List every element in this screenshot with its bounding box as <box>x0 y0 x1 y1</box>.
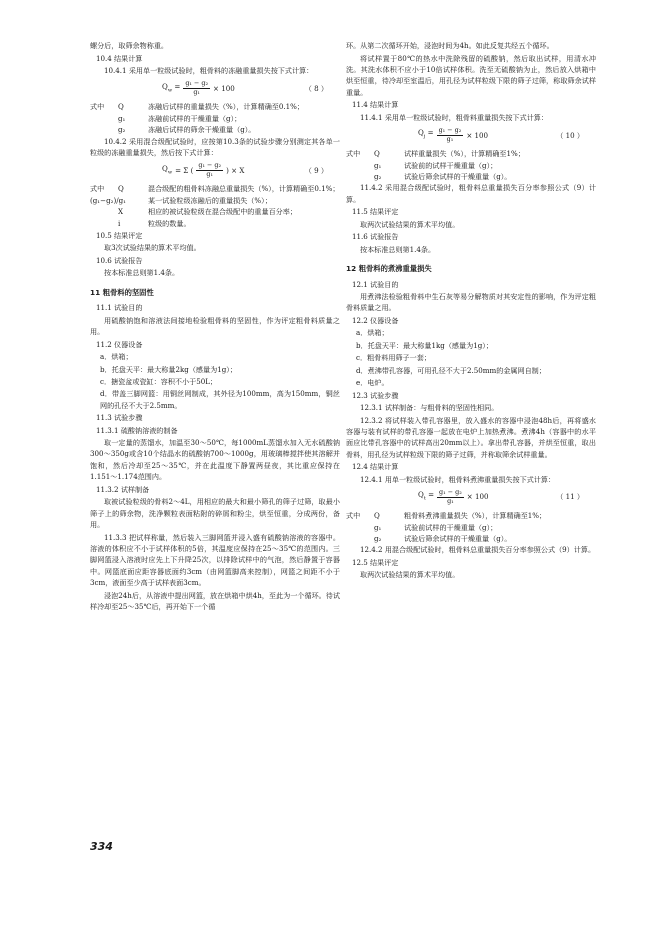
paragraph: 取两次试验结果的算术平均值。 <box>360 570 460 580</box>
right-column <box>346 40 596 582</box>
definition-row: g₂ 试验后筛余试样的干燥重量（g）。 <box>374 172 512 182</box>
list-item: a．烘箱； <box>356 328 389 338</box>
formula-fraction: $\frac{\text{g₁ − g₂}}{\text{g₁}}$ <box>439 488 462 505</box>
paragraph: 10.4.2 采用混合级配试验时，应按第10.3条的试验步骤分别测定其各单一粒级的冻融重量损失，然后按下式计算： <box>90 136 340 158</box>
section-heading: 11.1 试验目的 <box>96 303 143 313</box>
paragraph: 取两次试验结果的算术平均值。 <box>360 219 460 229</box>
formula-number: （ 8 ） <box>304 83 328 93</box>
paragraph: 将试样置于80℃的热水中洗除残留的硫酸钠，然后取出试样，用清水冲洗。其洗水体积不应小于10倍试样体积。洗至无硫酸钠为止，然后放入烘箱中烘至恒重，待冷却至室温后，用孔径为试样粒级下限的筛子过筛，称取筛余试样重量。 <box>346 53 596 97</box>
paragraph: 10.4.1 采用单一粒级试验时，粗骨料的冻融重量损失按下式计算： <box>104 66 314 75</box>
formula-tail: × 100 <box>213 83 235 93</box>
paragraph: 12.4.2 用混合级配试验时，粗骨料总重量损失百分率参照公式（9）计算。 <box>360 545 596 555</box>
paragraph: 12.3.2 将试样装入带孔容器里，放入盛水的容器中浸泡48h后，再将盛水容器与装有试样的带孔容器一起放在电炉上加热煮沸。煮沸4h（容器中的水平面应比带孔容器中的试样高出20mm以上）。拿出带孔容器，并烘至恒重，取出骨料，用孔径为试样粒级下限的筛子过筛，并称取筛余试样重量。 <box>346 415 596 459</box>
definition-row: i 粒级的数量。 <box>118 218 191 228</box>
paragraph: 环。从第二次循环开始，浸泡时间为4h。如此反复共经五个循环。 <box>346 41 554 50</box>
formula-10 <box>346 127 596 143</box>
paragraph: 按本标准总则第1.4条。 <box>360 244 436 254</box>
subsection-heading: 11.3.2 试样制备 <box>96 484 150 494</box>
list-item: c．搪瓷盆或瓷缸：容积不小于50L； <box>100 376 218 386</box>
formula-tail: × 100 <box>466 130 489 140</box>
list-item: a．烘箱； <box>100 352 133 362</box>
paragraph: 用硫酸钠饱和溶液法间接地检验粗骨料的坚固性，作为评定粗骨料质量之用。 <box>90 315 340 337</box>
definition-row: g₁ 试验前的试样干燥重量（g）； <box>374 160 498 170</box>
section-heading: 11.6 试验报告 <box>352 232 399 242</box>
formula-tail: ) × X <box>226 165 245 175</box>
section-heading: 11.2 仪器设备 <box>96 339 143 349</box>
list-item: b．托盘天平：最大称量2kg（感量为1g）； <box>100 364 237 374</box>
list-item: d．煮沸带孔容器，可用孔径不大于2.50mm的金属网自制； <box>356 365 546 375</box>
section-heading: 11.5 结果评定 <box>352 207 399 217</box>
definition-row: 式中 Q 粗骨料煮沸重量损失（%），计算精确至1%； <box>346 511 547 521</box>
list-item: b．托盘天平：最大称量1kg（感量为1g）； <box>356 340 493 350</box>
section-heading: 10.5 结果评定 <box>96 231 143 241</box>
formula-fraction: $\frac{\text{g₁ − g₂}}{\text{g₁}}$ <box>198 161 222 178</box>
list-item: e．电炉。 <box>356 378 389 388</box>
list-item: c．粗骨料用筛子一套； <box>356 353 431 363</box>
section-heading: 11.3 试验步骤 <box>96 413 143 423</box>
left-column <box>90 40 340 614</box>
paragraph: 螺分后，取筛余物称重。 <box>90 41 169 50</box>
paragraph: 取3次试验结果的算术平均值。 <box>104 243 201 253</box>
section-heading: 12.3 试验步骤 <box>352 390 399 400</box>
formula-fraction: $\frac{\text{g₁ − g₂}}{\text{g₁}}$ <box>438 126 462 143</box>
chapter-heading: 12 粗骨料的煮沸重量损失 <box>346 264 432 274</box>
formula-lhs: $Q_t$ = <box>418 490 435 502</box>
section-heading: 11.4 结果计算 <box>352 100 399 110</box>
formula-fraction: $\frac{\text{g₁ − g₂}}{\text{g₁}}$ <box>185 79 209 96</box>
formula-number: （ 10 ） <box>556 130 584 140</box>
section-heading: 12.5 结果评定 <box>352 557 399 567</box>
formula-9 <box>90 162 340 178</box>
formula-8 <box>90 80 340 96</box>
paragraph: 取一定量的蒸馏水，加温至30～50℃，每1000mL蒸馏水加入无水硫酸钠300～350g或含10个结晶水的硫酸钠700～1000g，用玻璃棒搅拌使其溶解并饱和，然后冷却至25～35℃，并在此温度下静置两昼夜，其比重应保持在1.151～1.174范围内。 <box>90 437 340 482</box>
formula-11 <box>346 489 596 505</box>
section-heading: 12.2 仪器设备 <box>352 316 399 326</box>
definition-row: 式中 Q 试样重量损失（%），计算精确至1%； <box>346 149 525 159</box>
paragraph: 浸泡24h后，从溶液中提出网篮，放在烘箱中烘4h，至此为一个循环。待试样冷却至25～35℃后，再开始下一个循 <box>90 590 340 612</box>
definition-row: g₁ 试验前试样的干燥重量（g）； <box>374 522 498 532</box>
formula-number: （ 9 ） <box>304 165 328 175</box>
chapter-heading: 11 粗骨料的坚固性 <box>90 287 154 297</box>
section-heading: 10.4 结果计算 <box>96 53 143 63</box>
formula-lhs: $Q_w$ = <box>162 81 181 93</box>
definition-row: 式中 Q 冻融后试样的重量损失（%），计算精确至0.1%； <box>90 102 304 112</box>
paragraph: 取被试验粒级的骨料2～4L，用相应的最大和最小筛孔的筛子过筛，取最小筛子上的筛余物，洗净颗粒表面粘附的碎屑和粉尘，烘至恒重，分成两份，备用。 <box>90 497 340 529</box>
paragraph: 11.4.1 采用单一粒级试验时，粗骨料重量损失按下式计算： <box>360 112 548 122</box>
section-heading: 10.6 试验报告 <box>96 256 143 266</box>
definition-row: g₂ 冻融后试样的筛余干燥重量（g）。 <box>118 125 256 135</box>
definition-row: 式中 Q 混合级配的粗骨料冻融总重量损失（%），计算精确至0.1%； <box>90 184 340 194</box>
formula-sum: = Σ ( <box>175 165 194 175</box>
formula-number: （ 11 ） <box>556 492 584 502</box>
definition-row: X 相应的被试验粒级在混合级配中的重量百分率； <box>118 207 297 217</box>
definition-row: (g₁−g₂)/g₁ 某一试验粒级冻融后的重量损失（%）； <box>90 195 272 205</box>
definition-row: g₂ 试验后筛余试样的干燥重量（g）。 <box>374 533 512 543</box>
paragraph: 11.3.3 把试样称量，然后装入三脚网篮并浸入盛有硫酸钠溶液的容器中。溶液的体积应不小于试样体积的5倍，其温度应保持在25～35℃的范围内。三脚网篮浸入溶液时应先上下升降25次，以排除试样中的气泡，然后静置于容器中。网篮底面应距容器底面约3cm（由网篮脚高来控制），网篮之间距不小于3cm，液面至少高于试样表面3cm。 <box>90 532 340 588</box>
paragraph: 12.4.1 用单一粒级试验时，粗骨料煮沸重量损失按下式计算： <box>360 474 556 484</box>
section-heading: 12.1 试验目的 <box>352 279 399 289</box>
formula-lhs: $Q_j$ = <box>418 128 434 140</box>
paragraph: 12.3.1 试样制备：与粗骨料的坚固性相同。 <box>360 402 499 412</box>
list-item: d．带盖三脚网篮：用铜丝网制成，其外径为100mm，高为150mm，铜丝网的孔径不大于2.5mm。 <box>100 389 340 410</box>
definition-row: g₁ 冻融前试样的干燥重量（g）； <box>118 113 242 123</box>
paragraph: 11.4.2 采用混合级配试验时，粗骨料总重量损失百分率参照公式（9）计算。 <box>346 183 596 204</box>
section-heading: 12.4 结果计算 <box>352 462 399 472</box>
paragraph: 用煮沸法检验粗骨料中生石灰等易分解物质对其安定性的影响，作为评定粗骨料质量之用。 <box>346 292 596 313</box>
page-number: 334 <box>90 840 113 853</box>
paragraph: 按本标准总则第1.4条。 <box>104 268 180 278</box>
subsection-heading: 11.3.1 硫酸钠溶液的制备 <box>96 425 178 435</box>
formula-lhs: $Q_w$ <box>162 163 173 175</box>
formula-tail: × 100 <box>466 492 489 502</box>
